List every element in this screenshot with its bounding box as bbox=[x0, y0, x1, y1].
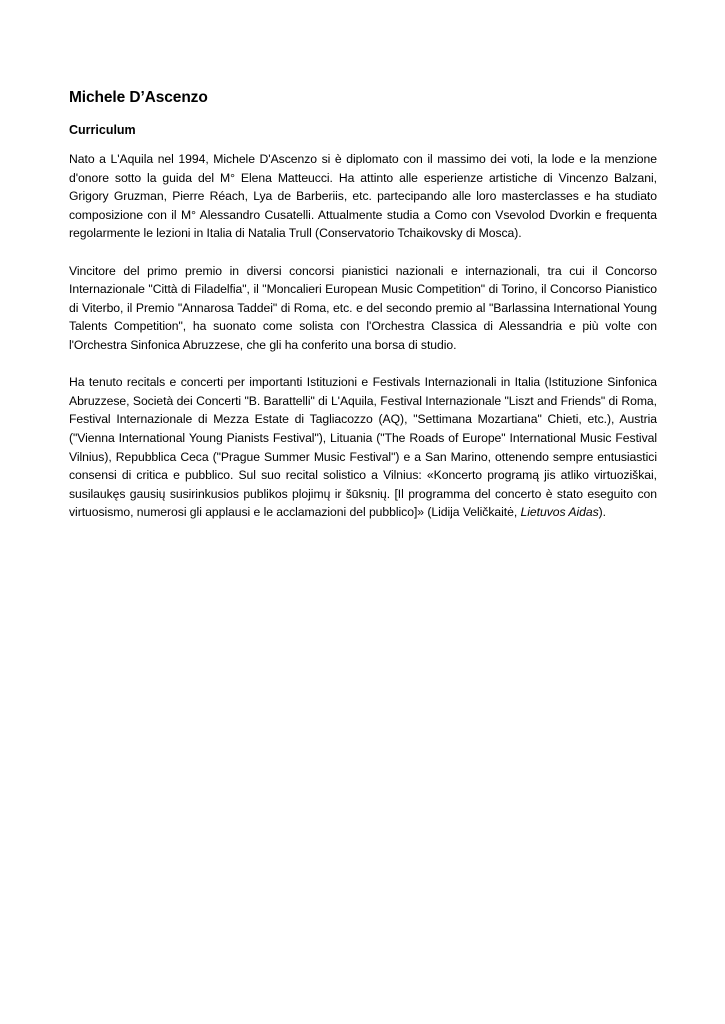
page-title: Michele D’Ascenzo bbox=[69, 89, 208, 106]
section-heading: Curriculum bbox=[69, 123, 136, 137]
paragraph-education: Nato a L'Aquila nel 1994, Michele D'Ascenzo si è diplomato con il massimo dei voti, la lode e la menzione d'onore sotto la guida del M° Elena Matteucci. Ha attinto alle esperienze artistiche di Vincenzo Balzani, Grigory Gruzman, Pierre Réach, Lya de Barberiis, etc. partecipando alle loro masterclasses e ha studiato composizione con il M° Alessandro Cusatelli. Attualmente studia a Como con Vsevolod Dvorkin e frequenta regolarmente le lezioni in Italia di Natalia Trull (Conservatorio Tchaikovsky di Mosca). bbox=[69, 152, 657, 241]
paragraph-concerts-end: ). bbox=[598, 505, 606, 520]
paragraph-concerts bbox=[69, 373, 657, 522]
document-body bbox=[69, 88, 657, 540]
paragraph-awards: Vincitore del primo premio in diversi concorsi pianistici nazionali e internazionali, tra cui il Concorso Internazionale "Città di Filadelfia", il "Moncalieri European Music Competition" di Torino, il Concorso Pianistico di Viterbo, il Premio "Annarosa Taddei" di Roma, etc. e del secondo premio al "Barlassina International Young Talents Competition", ha suonato come solista con l'Orchestra Classica di Alessandria e più volte con l'Orchestra Sinfonica Abruzzese, che gli ha conferito una borsa di studio. bbox=[69, 263, 657, 352]
paragraph-concerts-text: Ha tenuto recitals e concerti per importanti Istituzioni e Festivals Internazionali in Italia (Istituzione Sinfonica Abruzzese, Società dei Concerti "B. Barattelli" di L'Aquila, Festival Internazionale "Liszt and Friends" di Roma, Festival Internazionale di Mezza Estate di Tagliacozzo (AQ), "Settimana Mozartiana" Chieti, etc.), Austria ("Vienna International Young Pianists Festival"), Lituania ("The Roads of Europe" International Music Festival Vilnius), Repubblica Ceca ("Prague Summer Music Festival") e a San Marino, ottenendo sempre entusiastici consensi di critica e pubblico. Sul suo recital solistico a Vilnius: «Koncerto programą jis atliko virtuoziškai, susilaukęs gausių susirinkusios publikos plojimų ir šūksnių. [Il programma del concerto è stato eseguito con virtuosismo, numerosi gli applausi e le acclamazioni del pubblico]» (Lidija Veličkaitė, bbox=[69, 375, 657, 520]
press-source-title: Lietuvos Aidas bbox=[520, 505, 599, 520]
